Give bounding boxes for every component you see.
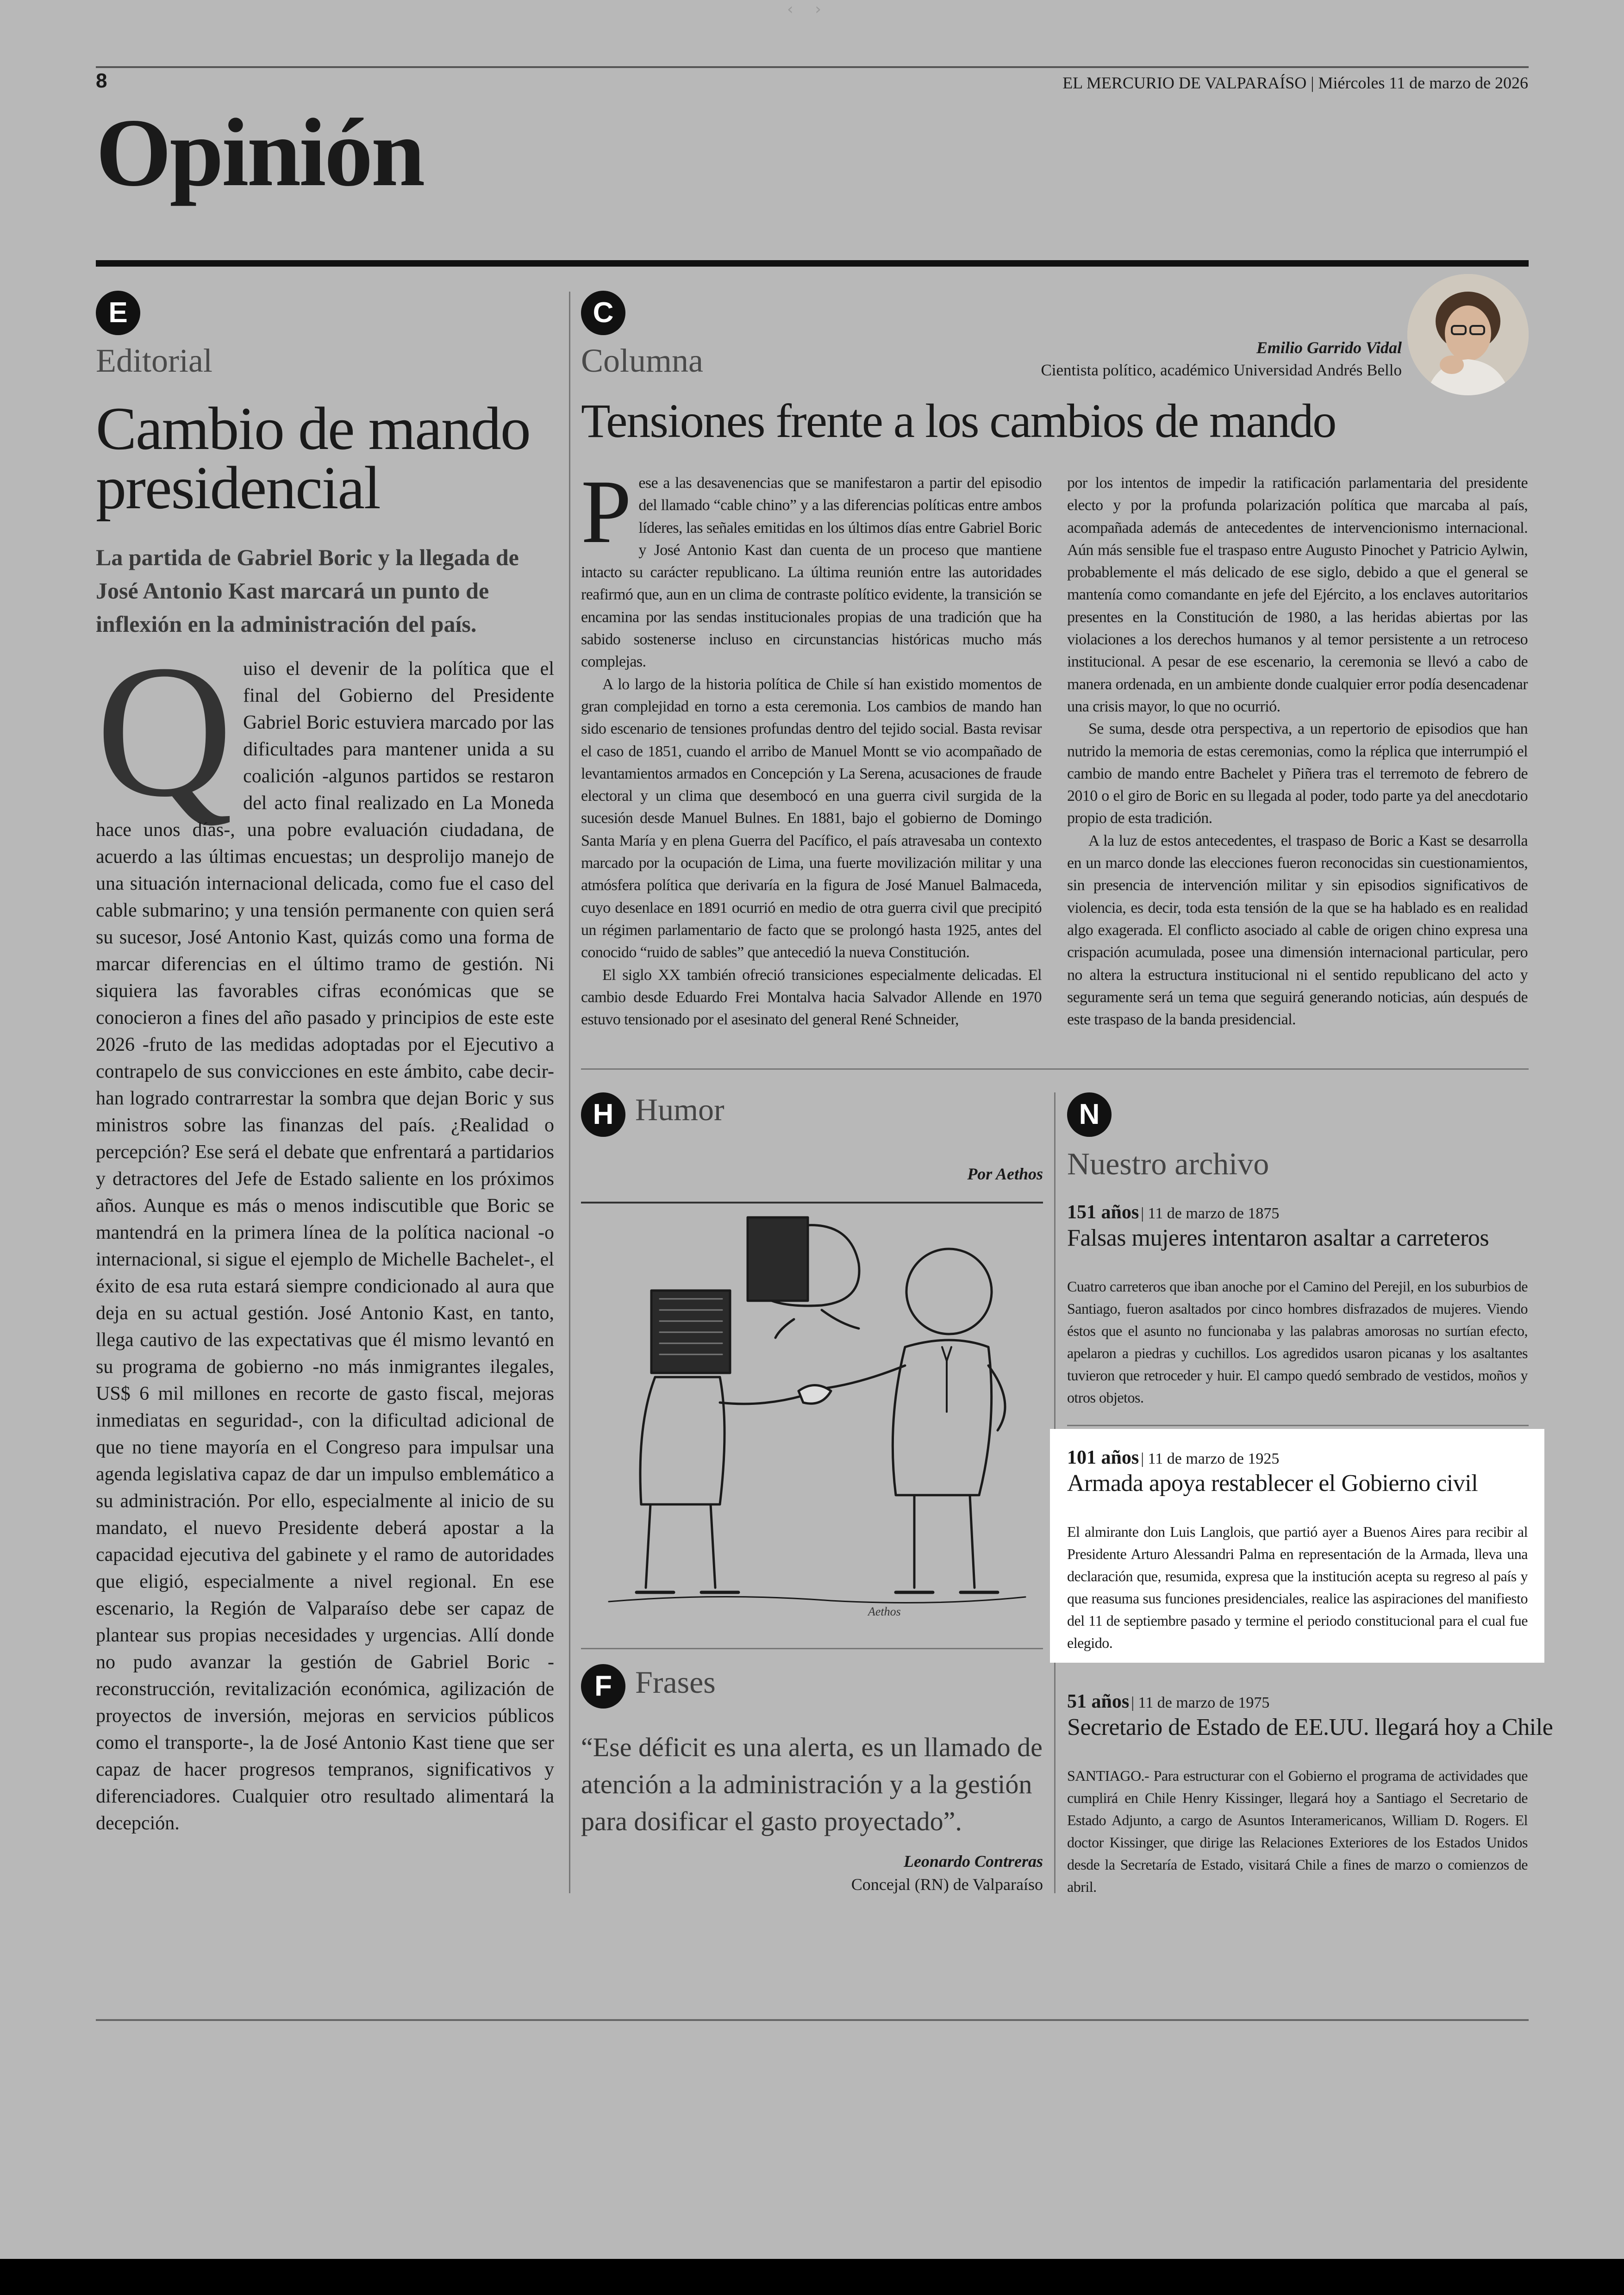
archivo-item-headline: Armada apoya restablecer el Gobierno civil bbox=[1067, 1470, 1478, 1497]
column-paragraph: El siglo XX también ofreció transiciones especialmente delicadas. El cambio desde Eduardo Frei Montalva hacia Salvador Allende en 1970 estuvo tensionado por el asesinato del general René Schneider, bbox=[581, 966, 1042, 1029]
frases-author: Leonardo Contreras bbox=[903, 1852, 1043, 1871]
section-rule bbox=[96, 260, 1529, 267]
footer-rule bbox=[96, 2019, 1529, 2021]
editorial-headline: Cambio de mando presidencial bbox=[96, 394, 530, 522]
column-author-name: Emilio Garrido Vidal bbox=[1256, 338, 1402, 357]
column-text-right bbox=[1067, 472, 1528, 1031]
frases-role: Concejal (RN) de Valparaíso bbox=[851, 1875, 1043, 1894]
section-title: Opinión bbox=[96, 99, 424, 206]
archivo-item-text: El almirante don Luis Langlois, que partió ayer a Buenos Aires para recibir al Presidente Arturo Alessandri Palma en representación de la Armada, lleva una declaración que, resumida, expresa que la institución acepta su regreso al país y que reasuma sus funciones presidenciales, realice las aspiraciones del manifiesto del 11 de septiembre pasado y termine el periodo constitucional para el cual fue elegido. bbox=[1067, 1523, 1528, 1651]
archivo-rule bbox=[1067, 1425, 1529, 1426]
humor-rule bbox=[581, 1202, 1043, 1204]
frases-badge: F bbox=[581, 1664, 625, 1709]
column-drop-cap: P bbox=[581, 461, 631, 562]
column-author-role: Cientista político, académico Universidad Andrés Bello bbox=[1041, 361, 1402, 379]
archivo-years: 151 años bbox=[1067, 1202, 1139, 1223]
column-kicker: Columna bbox=[581, 342, 703, 379]
column-paragraph: A la luz de estos antecedentes, el traspaso de Boric a Kast se desarrolla en un marco donde las elecciones fueron reconocidas sin cuestionamientos, sin presencia de intervención militar y sin episodios significativos de violencia, es decir, toda esta tensión de la que se ha hablado es en realidad algo exagerada. El conflicto asociado al cable de origen chino expresa una crispación acumulada, posee una dimensión internacional particular, pero no altera la estructura institucional ni el sentido republicano del acto y seguramente será un tema que seguirá generando noticias, aún después de este traspaso de la banda presidencial. bbox=[1067, 832, 1528, 1029]
archivo-date: | 11 de marzo de 1925 bbox=[1141, 1450, 1280, 1467]
column-paragraph: Se suma, desde otra perspectiva, a un repertorio de episodios que han nutrido la memoria de estas ceremonias, como la réplica que interrumpió el cambio de mando entre Bachelet y Piñera tras el terremoto de febrero de 2010 o el giro de Boric en su llegada al poder, todo parte ya del anecdotario propio de esta tradición. bbox=[1067, 720, 1528, 827]
author-photo-illustration bbox=[1407, 274, 1529, 395]
archivo-item-date bbox=[1067, 1201, 1279, 1223]
archivo-years: 51 años bbox=[1067, 1691, 1130, 1712]
humor-badge: H bbox=[581, 1092, 625, 1137]
archivo-years: 101 años bbox=[1067, 1447, 1139, 1468]
column-text-left bbox=[581, 461, 1042, 1031]
cartoon-signature: Aethos bbox=[868, 1605, 901, 1618]
archivo-date: | 11 de marzo de 1875 bbox=[1141, 1205, 1280, 1222]
editorial-drop-cap: Q bbox=[96, 626, 233, 836]
cartoon-drawing bbox=[581, 1208, 1043, 1625]
column-paragraph: por los intentos de impedir la ratificación parlamentaria del presidente electo y por la profunda polarización política que marcaba al país, acompañada además de antecedentes de intervencionismo internacional. Aún más sensible fue el traspaso entre Augusto Pinochet y Patricio Aylwin, probablemente el más delicado de ese siglo, debido a que el general se mantenía como comandante en jefe del Ejército, a los enclaves autoritarios presentes en la Constitución de 1980, a las heridas abiertas por las violaciones a los derechos humanos y al temor persistente a un retroceso institucional. A pesar de ese escenario, la ceremonia se llevó a cabo de manera ordenada, en un ambiente donde cualquier error podía desencadenar una crisis mayor, lo que no ocurrió. bbox=[1067, 474, 1528, 715]
humor-credit: Por Aethos bbox=[967, 1165, 1043, 1183]
humor-title: Humor bbox=[635, 1092, 725, 1127]
publication-date: EL MERCURIO DE VALPARAÍSO | Miércoles 11 de marzo de 2026 bbox=[1062, 74, 1528, 92]
column-headline: Tensiones frente a los cambios de mando bbox=[581, 394, 1336, 448]
editorial-badge: E bbox=[96, 291, 140, 335]
humor-bottom-rule bbox=[581, 1648, 1043, 1649]
humor-cartoon bbox=[581, 1208, 1043, 1625]
editorial-kicker: Editorial bbox=[96, 342, 212, 379]
archivo-date: | 11 de marzo de 1975 bbox=[1131, 1694, 1270, 1711]
archivo-item-date bbox=[1067, 1447, 1279, 1469]
column-badge: C bbox=[581, 291, 625, 335]
frases-quote: “Ese déficit es una alerta, es un llamado de atención a la administración y a la gestión para dosificar el gasto proyectado”. bbox=[581, 1732, 1043, 1836]
column-bottom-rule bbox=[581, 1068, 1529, 1070]
author-photo bbox=[1407, 274, 1529, 395]
page-number: 8 bbox=[96, 69, 107, 92]
editorial-deck: La partida de Gabriel Boric y la llegada de José Antonio Kast marcará un punto de inflexión en la administración del país. bbox=[96, 544, 519, 637]
column-divider-left bbox=[569, 292, 570, 1893]
column-paragraph: Pese a las desavenencias que se manifestaron a partir del episodio del llamado “cable chino” y a las diferencias políticas entre ambos líderes, las señales emitidas en los últimos días entre Gabriel Boric y José Antonio Kast dan cuenta de un proceso que mantiene intacto su carácter republicano. La última reunión entre las autoridades reafirmó que, aun en un clima de contraste político evidente, la transición se encamina por las sendas institucionales propias de una tradición que ha sabido sostenerse incluso en circunstancias históricas mucho más complejas. bbox=[581, 461, 1042, 671]
top-rule bbox=[96, 66, 1529, 68]
archivo-title: Nuestro archivo bbox=[1067, 1146, 1269, 1181]
editorial-body bbox=[96, 626, 554, 1837]
editorial-text: uiso el devenir de la política que el final del Gobierno del Presidente Gabriel Boric estuviera marcado por las dificultades para mantener unida a su coalición -algunos partidos se restaron del acto final realizado en La Moneda hace unos días-, una pobre evaluación ciudadana, de acuerdo a las últimas encuestas; un desprolijo manejo de una situación internacional delicada, como fue el caso del cable submarino; y una tensión permanente con quien será su sucesor, José Antonio Kast, quizás como una forma de marcar diferencias en el último tramo de gestión. Ni siquiera las favorables cifras económicas que se conocieron a fines del año pasado y principios de este este 2026 -fruto de las medidas adoptadas por el Ejecutivo a contrapelo de sus convicciones en este ámbito, cabe decir- han logrado contrarrestar la sombra que dejan Boric y sus ministros sobre las finanzas del país. ¿Realidad o percepción? Ese será el debate que enfrentará a partidarios y detractores del Jefe de Estado saliente en los próximos años. Aunque es más o menos indiscutible que Boric se mantendrá en la primera línea de la política nacional -o internacional, si sigue el ejemplo de Michelle Bachelet-, el éxito de esa ruta estará siempre condicionado al aura que deja en su actual gestión. José Antonio Kast, en tanto, llega cautivo de las expectativas que él mismo levantó en su programa de gobierno -no más inmigrantes ilegales, US$ 6 mil millones en recorte de gasto fiscal, mejoras inmediatas en seguridad-, con la dificultad adicional de que no tiene mayoría en el Congreso para impulsar una agenda legislativa capaz de dar un impulso emblemático a su administración. Por ello, especialmente al inicio de su mandato, el nuevo Presidente deberá apostar a la capacidad ejecutiva del gabinete y el ramo de autoridades que eligió, especialmente a nivel regional. En ese escenario, la Región de Valparaíso debe ser capaz de plantear sus propias necesidades y urgencias. Allí donde no pudo avanzar la gestión de Gabriel Boric -reconstrucción, revitalización económica, agilización de proyectos de inversión, mejoras en servicios públicos como el transporte-, la de José Antonio Kast tiene que ser capaz de hacer progresos tempranos, significativos y diferenciadores. Cualquier otro resultado alimentará la decepción. bbox=[96, 658, 554, 1834]
frases-title: Frases bbox=[635, 1665, 716, 1700]
archivo-badge: N bbox=[1067, 1092, 1112, 1137]
archivo-item-headline: Falsas mujeres intentaron asaltar a carreteros bbox=[1067, 1225, 1489, 1251]
archivo-item-text: SANTIAGO.- Para estructurar con el Gobierno el programa de actividades que cumplirá en Chile Henry Kissinger, llegará hoy a Santiago el Secretario de Estado Adjunto, a cargo de Asuntos Interamericanos, William D. Rogers. El doctor Kissinger, que dirige las Relaciones Exteriores de los Estados Unidos desde la Secretaría de Estado, visitará Chile a fines de marzo o comienzos de abril. bbox=[1067, 1767, 1528, 1895]
column-paragraph: A lo largo de la historia política de Chile sí han existido momentos de gran complejidad en torno a esta ceremonia. Los cambios de mando han sido escenario de tensiones profundas dentro del tejido social. Basta revisar el caso de 1851, cuando el arribo de Manuel Montt se vio acompañado de levantamientos armados en Concepción y La Serena, acusaciones de fraude electoral y un clima que desembocó en una guerra civil surgida de la sucesión desde Manuel Bulnes. En 1881, bajo el gobierno de Domingo Santa María y en plena Guerra del Pacífico, el país atravesaba un contexto marcado por la ocupación de Lima, una fuerte movilización militar y una atmósfera política que derivaría en la figura de José Manuel Balmaceda, cuyo desenlace en 1891 ocurrió en medio de otra guerra civil que precipitó un régimen parlamentario de facto que se prolongó hasta 1925, antes del conocido “ruido de sables” que antecedió la nueva Constitución. bbox=[581, 675, 1042, 961]
archivo-item-headline: Secretario de Estado de EE.UU. llegará hoy a Chile bbox=[1067, 1714, 1553, 1740]
archivo-item-text: Cuatro carreteros que iban anoche por el Camino del Perejil, en los suburbios de Santiago, fueron asaltados por cinco hombres disfrazados de mujeres. Viendo éstos que el asunto no funcionaba y las palabras amorosas no surtían efecto, apelaron a piedras y cuchillos. Los agredidos usaron picanas y los asaltantes tuvieron que retroceder y huir. El campo quedó sembrado de vestidos, moños y otros objetos. bbox=[1067, 1278, 1528, 1406]
page-nav-arrows[interactable]: ‹ › bbox=[787, 0, 830, 19]
archivo-item-date bbox=[1067, 1690, 1269, 1713]
bottom-bar bbox=[0, 2259, 1624, 2295]
